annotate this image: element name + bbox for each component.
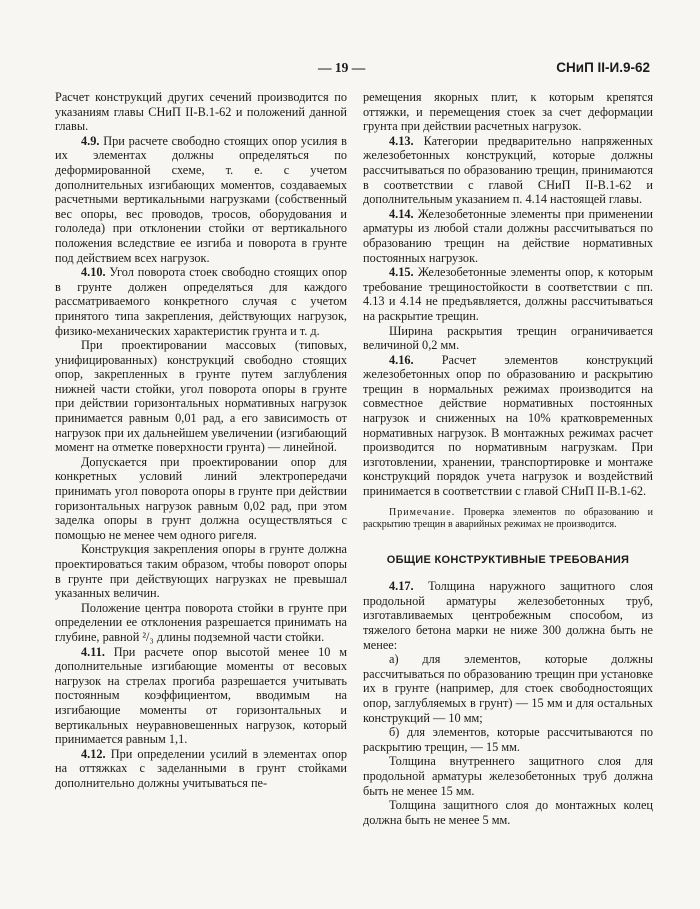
paragraph: Толщина защитного слоя до монтажных колец должна быть не менее 5 мм. [363,798,653,827]
paragraph: Конструкция закрепления опоры в грунте должна проектироваться таким образом, чтобы поворот опоры в грунте при действующих нагрузках не превышал указанных величин. [55,542,347,601]
paragraph-4-13 [363,134,653,207]
paragraph: Положение центра поворота стойки в грунте при определении ее отклонения разрешается принимать на глубине, равной ²/₃ длины подземной части стойки. [55,600,347,644]
clause-number: 4.16. [389,352,414,367]
document-code: СНиП II-И.9-62 [556,60,650,75]
clause-number: 4.13. [389,133,414,148]
left-column [55,90,347,791]
paragraph: Ширина раскрытия трещин ограничивается величиной 0,2 мм. [363,323,653,353]
paragraph-4-16 [363,353,653,499]
paragraph: Допускается при проектировании опор для конкретных условий линий электропередачи принимать угол поворота опоры в грунте при действии горизонтальных нагрузок равным 0,02 рад, при этом заделка опоры в грунт должна осуществляться с помощью не менее чем одного ригеля. [55,454,347,542]
clause-number: 4.9. [81,133,100,148]
paragraph-text: Толщина наружного защитного слоя продольной арматуры железобетонных труб, изготавливаемых центробежным способом, из тяжелого бетона марки не ниже 300 должна быть не менее: [363,579,653,652]
clause-number: 4.11. [81,644,105,659]
paragraph-4-12 [55,747,347,791]
page-number: — 19 — [318,60,366,75]
clause-number: 4.15. [389,265,414,280]
paragraph-4-11 [55,645,347,747]
paragraph-text: При расчете опор высотой менее 10 м дополнительные изгибающие моменты от весовых нагрузок на стрелах прогиба разрешается учитывать постоянным коэффициентом, вводимым на изгибающие моменты от горизонтальных и вертикальных неуравновешенных нагрузок, который принимается равным 1,1. [55,644,347,747]
paragraph-text: Железобетонные элементы при применении арматуры из любой стали должны рассчитываться по образованию трещин на действие нормативных постоянных нагрузок. [363,206,653,265]
paragraph-text: При расчете свободно стоящих опор усилия в их элементах должны определяться по деформированной схеме, т. е. с учетом дополнительных изгибающих моментов, создаваемых расчетными вертикальными нагрузками (собственный вес опоры, вес проводов, тросов, оборудования и гололеда) при отклонении стойки от вертикального положения вследствие ее изгиба и поворота в грунте под действием всех нагрузок. [55,133,347,265]
paragraph: При проектировании массовых (типовых, унифицированных) конструкций свободно стоящих опор, закрепленных в грунте путем заглубления нижней части стойки, угол поворота опоры в грунте при действии горизонтальных нормативных нагрузок принимается равным 0,01 рад, а его зависимость от нагрузок при их дальнейшем увеличении (изгибающий момент на отметке поверхности грунта) — линейной. [55,338,347,455]
paragraph-4-14 [363,207,653,265]
paragraph-4-10 [55,265,347,338]
paragraph-text: Категории предварительно напряженных железобетонных конструкций, которые должны рассчитываться по образованию трещин, принимаются в соответствии с главой СНиП II-В.1-62 и дополнительным указанием п. 4.14 настоящей главы. [363,133,653,207]
paragraph: б) для элементов, которые рассчитываются по раскрытию трещин, — 15 мм. [363,725,653,754]
clause-number: 4.17. [389,579,414,594]
paragraph-text: Угол поворота стоек свободно стоящих опор в грунте должен определяться для каждого рассматриваемого конкретного случая с учетом принятого типа закрепления, действующих нагрузок, физико-механических характеристик грунта и т. д. [55,265,347,338]
right-column [363,90,653,827]
clause-number: 4.12. [81,746,106,761]
paragraph: ремещения якорных плит, к которым крепятся оттяжки, и перемещения стоек за счет деформации грунта при действии расчетных нагрузок. [363,90,653,134]
paragraph-4-9 [55,134,347,265]
paragraph-4-15 [363,265,653,323]
paragraph: а) для элементов, которые должны рассчитываться по образованию трещин при установке их в грунте (например, для стоек свободностоящих опор, заглубляемых в грунт) — 15 мм и для остальных конструкций — 10 мм; [363,652,653,725]
note-label: Примечание. [389,506,456,518]
paragraph: Расчет конструкций других сечений производится по указаниям главы СНиП II-В.1-62 и положений данной главы. [55,90,347,134]
section-heading: ОБЩИЕ КОНСТРУКТИВНЫЕ ТРЕБОВАНИЯ [386,553,630,566]
paragraph-text: При определении усилий в элементах опор на оттяжках с заделанными в грунт стойками дополнительно должны учитываться пе- [55,746,347,790]
paragraph-4-17 [363,579,653,652]
paragraph: Толщина внутреннего защитного слоя для продольной арматуры железобетонных труб должна быть не менее 15 мм. [363,754,653,798]
clause-number: 4.14. [389,206,414,221]
clause-number: 4.10. [81,265,106,280]
note-text: Проверка элементов по образованию и раскрытию трещин в аварийных режимах не производится. [363,506,653,530]
paragraph-text: Расчет элементов конструкций железобетонных опор по образованию и раскрытию трещин в нормальных режимах производится на совместное действие нормативных постоянных нагрузок и сниженных на 10% кратковременных нормативных нагрузок. В монтажных режимах расчет производится по нормативным нагрузкам. При изготовлении, хранении, транспортировке и монтаже конструкций порядок учета нагрузок и воздействий принимается в соответствии с главой СНиП II-В.1-62. [363,352,653,499]
note [363,507,653,531]
paragraph-text: Железобетонные элементы опор, к которым требование трещиностойкости в соответствии с пп. 4.13 и 4.14 не предъявляется, должны рассчитываться на раскрытие трещин. [363,265,653,323]
page-header [0,60,700,80]
